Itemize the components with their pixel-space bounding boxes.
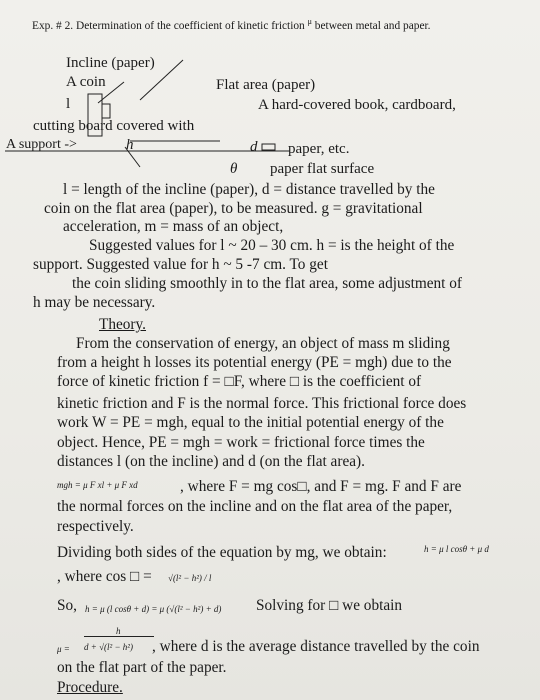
title-suffix: between metal and paper.: [314, 19, 431, 32]
so-equation: h = μ (l cosθ + d) = μ (√(l² − h²) + d): [85, 604, 222, 614]
body-line-13: work W = PE = mgh, equal to the initial potential energy of the: [57, 414, 444, 431]
flat-area-label: Flat area (paper): [216, 77, 316, 93]
body-line-17: the normal forces on the incline and on the flat area of the paper,: [57, 498, 453, 515]
mu-symbol: μ: [307, 17, 312, 26]
body-line-9: From the conservation of energy, an object of mass m sliding: [76, 335, 450, 352]
paper-flat-surface-label: paper flat surface: [270, 161, 375, 177]
body-line-3: acceleration, m = mass of an object,: [63, 218, 284, 235]
body-line-22: Solving for □ we obtain: [256, 597, 403, 614]
body-line-4: Suggested values for l ~ 20 – 30 cm. h = is the height of the: [89, 237, 455, 254]
divided-equation: h = μ l cosθ + μ d: [424, 544, 489, 554]
l-label: l: [66, 96, 71, 112]
mu-lhs: μ =: [57, 644, 70, 654]
body-line-20: , where cos □ =: [57, 568, 152, 585]
title-text: Exp. # 2. Determination of the coefficient of kinetic friction: [32, 19, 305, 32]
cutting-board-label: cutting board covered with: [33, 118, 195, 134]
body-line-23: , where d is the average distance travelled by the coin: [152, 638, 480, 655]
procedure-heading: Procedure.: [57, 679, 123, 696]
d-label: d: [250, 139, 258, 155]
mu-numerator: h: [116, 626, 121, 636]
h-label: h: [126, 137, 134, 153]
book-label: A hard-covered book, cardboard,: [258, 97, 456, 113]
theta-label: θ: [230, 161, 238, 177]
body-line-5: support. Suggested value for h ~ 5 -7 cm. To get: [33, 256, 328, 273]
fraction-bar: [84, 636, 154, 637]
cos-equation: √(l² − h²) / l: [168, 573, 212, 583]
body-line-10: from a height h losses its potential energy (PE = mgh) due to the: [57, 354, 452, 371]
body-line-1: l = length of the incline (paper), d = distance travelled by the: [63, 181, 435, 198]
body-line-16: , where F = mg cos□, and F = mg. F and F are: [180, 478, 462, 495]
body-line-18: respectively.: [57, 518, 134, 535]
support-label: A support ->: [6, 137, 77, 152]
body-line-24: on the flat part of the paper.: [57, 659, 227, 676]
theory-heading: Theory.: [99, 316, 147, 333]
work-equation: mgh = μ F xl + μ F xd: [57, 480, 138, 490]
coin-label: A coin: [66, 74, 106, 90]
body-line-7: h may be necessary.: [33, 294, 156, 311]
body-line-12: kinetic friction and F is the normal force. This frictional force does: [57, 395, 467, 412]
body-line-14: object. Hence, PE = mgh = work = frictional force times the: [57, 434, 425, 451]
body-line-19: Dividing both sides of the equation by mg, we obtain:: [57, 544, 387, 561]
body-line-21: So,: [57, 597, 77, 614]
paper-etc-label: paper, etc.: [288, 141, 350, 157]
body-line-6: the coin sliding smoothly in to the flat area, some adjustment of: [72, 275, 462, 292]
body-line-11: force of kinetic friction f = □F, where □ is the coefficient of: [57, 373, 422, 390]
body-line-15: distances l (on the incline) and d (on the flat area).: [57, 453, 365, 470]
mu-denominator: d + √(l² − h²): [84, 642, 133, 652]
body-line-2: coin on the flat area (paper), to be measured. g = gravitational: [44, 200, 423, 217]
incline-label: Incline (paper): [66, 55, 155, 71]
